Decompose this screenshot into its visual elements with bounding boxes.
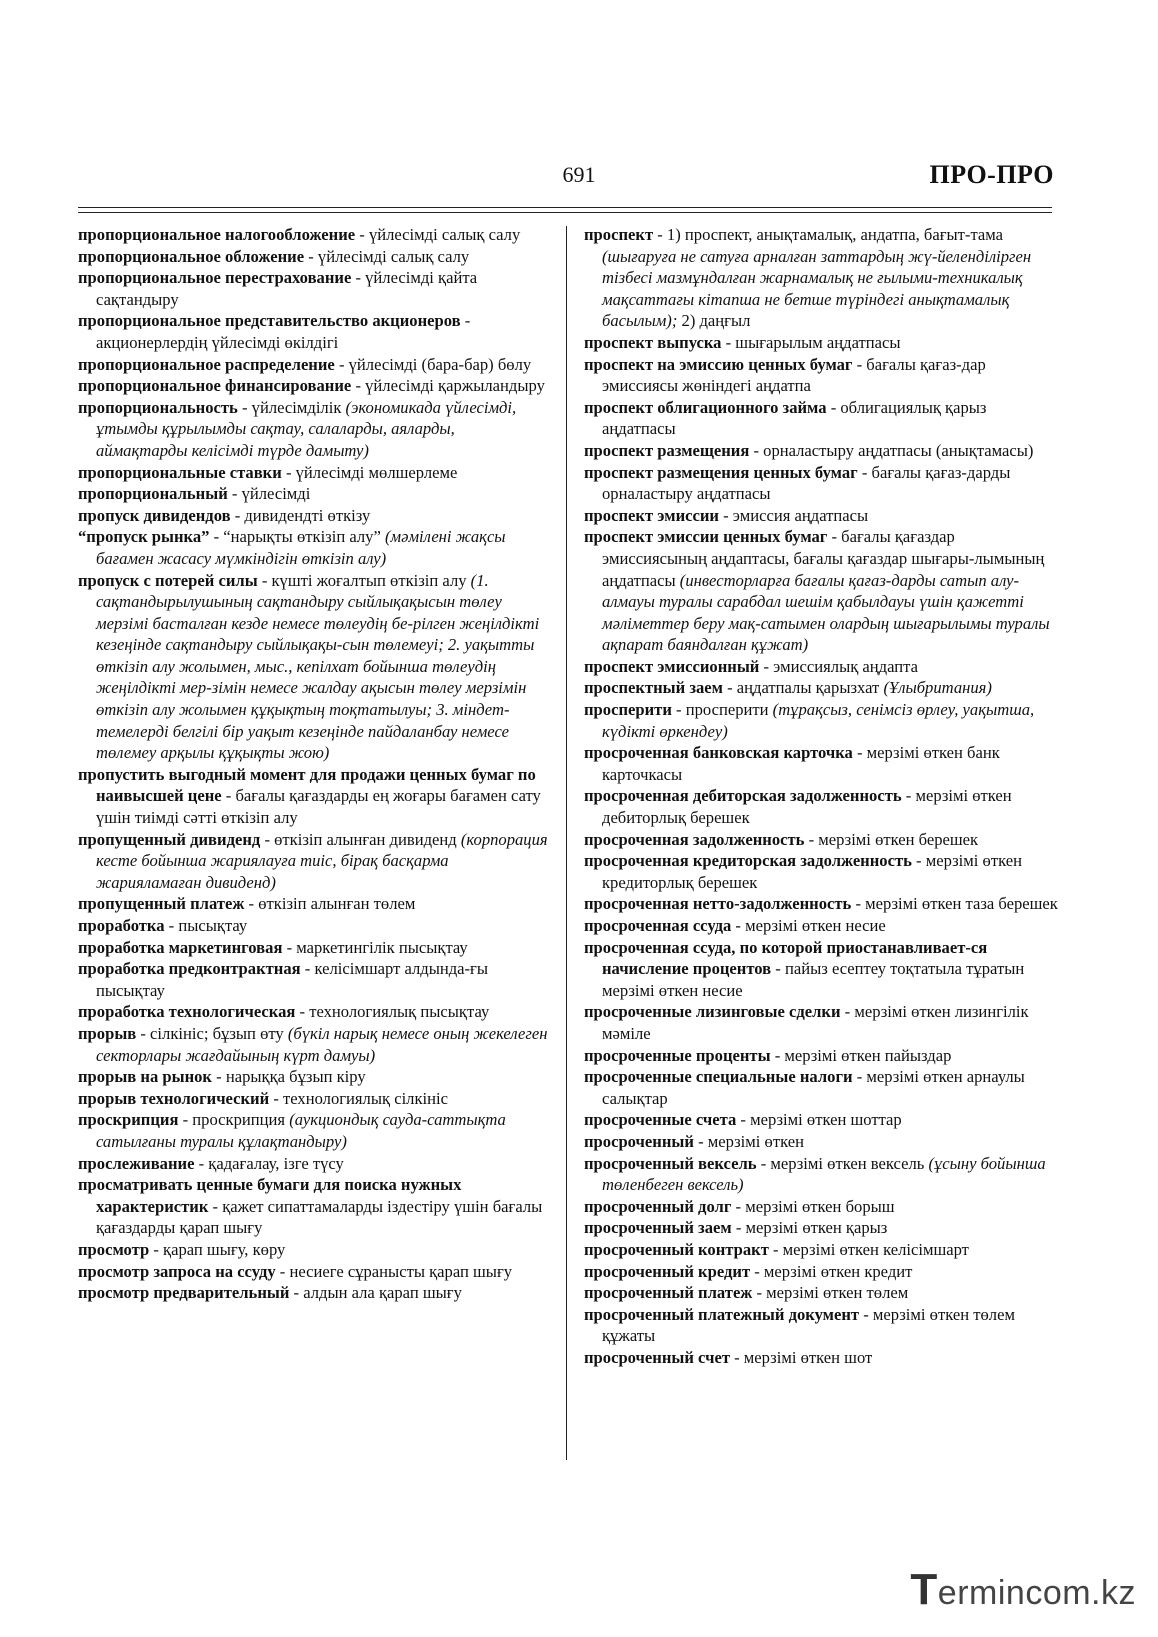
entry-note: (экономикада үйлесімді, ұтымды құрылымды сақтау, салаларды, аяларды, аймақтарды келісімді түрде дамыту)	[96, 397, 517, 460]
entry-note: (мәмілені жақсы бағамен жасасу мүмкіндігін өткізіп алу)	[96, 527, 506, 568]
entry-tail: 2) даңғыл	[677, 311, 751, 331]
dictionary-entry	[78, 1174, 548, 1239]
entry-term: проспект эмиссии ценных бумаг	[584, 527, 828, 547]
entry-translation: - орналастыру аңдатпасы (анықтамасы)	[749, 440, 1034, 460]
entry-translation: - технологиялық сілкініс	[269, 1088, 448, 1108]
dictionary-entry	[78, 354, 548, 376]
entry-note: (инвесторларға бағалы қағаз-дарды сатып алу-алмауы туралы сарабдал шешім қабылдауы үшін қажетті мәліметтер беру мақ-сатымен олардың шығарылымы туралы ақпарат баяндалған құжат)	[602, 570, 1050, 655]
entry-term: просроченный долг	[584, 1196, 732, 1216]
entry-term: “пропуск рынка”	[78, 527, 210, 547]
dictionary-entry	[584, 937, 1058, 1002]
entry-translation: - мерзімі өткен банк карточкасы	[602, 743, 1000, 784]
dictionary-entry	[78, 1066, 548, 1088]
entry-term: пропорциональное финансирование	[78, 376, 352, 396]
entry-term: пропорциональные ставки	[78, 462, 282, 482]
entry-term: просроченные счета	[584, 1110, 737, 1130]
entry-translation: - эмиссия аңдатпасы	[718, 505, 869, 525]
entry-term: проработка предконтрактная	[78, 959, 301, 979]
entry-translation: - үйлесімді салық салу	[355, 225, 521, 244]
entry-translation: - нарыққа бұзып кіру	[212, 1067, 366, 1087]
dictionary-entry	[584, 1217, 1058, 1239]
entry-translation: - несиеге сұранысты қарап шығу	[275, 1261, 513, 1281]
left-column	[78, 224, 548, 1304]
dictionary-entry	[584, 1109, 1058, 1131]
dictionary-entry	[78, 505, 548, 527]
dictionary-entry	[78, 310, 548, 353]
entry-term: просроченный контракт	[584, 1239, 769, 1259]
entry-term: просматривать ценные бумаги для поиска нужных характеристик	[78, 1175, 462, 1216]
entry-term: просроченная банковская карточка	[584, 743, 853, 763]
entry-term: прорыв на рынок	[78, 1067, 212, 1087]
entry-term: пропущенный платеж	[78, 894, 245, 914]
dictionary-entry	[78, 1109, 548, 1152]
entry-term: проспект на эмиссию ценных бумаг	[584, 354, 853, 374]
entry-translation: - бағалы қағаз-дар эмиссиясы жөніндегі аңдатпа	[602, 354, 986, 396]
entry-translation: - күшті жоғалтып өткізіп алу	[257, 570, 471, 590]
entry-translation: - алдын ала қарап шығу	[289, 1283, 462, 1303]
entry-translation: - мерзімі өткен кредиторлық берешек	[602, 851, 1022, 892]
dictionary-entry	[584, 1282, 1058, 1304]
entry-term: пропорциональное перестрахование	[78, 268, 352, 288]
entry-term: проспект эмиссии	[584, 505, 719, 525]
entry-term: прослеживание	[78, 1153, 195, 1173]
entry-term: просперити	[584, 700, 672, 720]
entry-translation: - бағалы қағаздарды ең жоғары бағамен сату үшін тиімді сәтті өткізіп алу	[96, 786, 541, 828]
entry-translation: - технологиялық пысықтау	[295, 1002, 490, 1022]
entry-term: просроченная дебиторская задолженность	[584, 786, 902, 806]
entry-translation: - үйлесімді салық салу	[304, 246, 470, 266]
entry-translation: - қарап шығу, көру	[149, 1239, 286, 1259]
dictionary-entry	[78, 937, 548, 959]
termincom-logo: Termincom.kz	[910, 1565, 1136, 1614]
dictionary-entry	[78, 397, 548, 462]
dictionary-entry	[78, 764, 548, 829]
dictionary-entry	[584, 893, 1058, 915]
entry-translation: - мерзімі өткен берешек	[804, 829, 979, 849]
dictionary-entry	[78, 570, 548, 764]
entry-note: (шығаруға не сатуға арналған заттардың жү-йеленділірген тізбесі мазмұндалған жарнамалық не ғылыми-техникалық мақсаттағы кітапша не бетше түріндегі анықтамалық басылым);	[602, 246, 1032, 331]
dictionary-entry	[78, 958, 548, 1001]
entry-term: проспект облигационного займа	[584, 397, 827, 417]
entry-note: (тұрақсыз, сенімсіз өрлеу, уақытша, күдікті өркендеу)	[602, 700, 1035, 741]
entry-translation: - мерзімі өткен	[693, 1131, 804, 1151]
entry-translation: - өткізіп алынған төлем	[244, 894, 416, 914]
entry-translation: - эмиссиялық аңдапта	[759, 656, 918, 676]
entry-term: проспект	[584, 225, 654, 244]
entry-term: просроченный платеж	[584, 1283, 753, 1303]
dictionary-entry	[78, 915, 548, 937]
entry-term: просроченный заем	[584, 1218, 732, 1238]
entry-translation: - мерзімі өткен кредит	[750, 1261, 913, 1281]
entry-term: проработка технологическая	[78, 1002, 296, 1022]
entry-translation: - мерзімі өткен пайыздар	[770, 1045, 952, 1065]
dictionary-entry	[584, 440, 1058, 462]
column-divider	[566, 226, 567, 1460]
header-range: ПРО-ПРО	[929, 160, 1054, 189]
entry-term: проработка	[78, 916, 165, 935]
dictionary-entry	[584, 699, 1058, 742]
entry-term: пропуск с потерей силы	[78, 570, 258, 590]
header-rule-thin	[78, 212, 1052, 213]
entry-term: пропорциональное распределение	[78, 354, 335, 374]
entry-translation: - шығарылым аңдатпасы	[721, 332, 901, 352]
dictionary-entry	[584, 829, 1058, 851]
entry-translation: - сілкініс; бұзып өту	[136, 1023, 288, 1043]
dictionary-entry	[78, 1023, 548, 1066]
entry-translation: - мерзімі өткен келісімшарт	[768, 1239, 969, 1259]
dictionary-entry	[584, 677, 1058, 699]
entry-term: пропорциональный	[78, 484, 228, 504]
dictionary-entry	[78, 1282, 548, 1304]
dictionary-entry	[78, 1153, 548, 1175]
entry-translation: - келісімшарт алдында-ғы пысықтау	[96, 959, 489, 1000]
header-rule	[78, 207, 1052, 208]
entry-translation: - мерзімі өткен шоттар	[736, 1110, 902, 1130]
dictionary-entry	[584, 850, 1058, 893]
dictionary-entry	[584, 1045, 1058, 1067]
entry-term: просроченная кредиторская задолженность	[584, 851, 912, 871]
entry-translation: - қажет сипаттамаларды іздестіру үшін бағалы қағаздарды қарап шығу	[96, 1196, 543, 1238]
entry-translation: - маркетингілік пысықтау	[282, 937, 468, 957]
dictionary-entry	[584, 1001, 1058, 1044]
dictionary-entry	[584, 1131, 1058, 1153]
dictionary-entry	[78, 246, 548, 268]
entry-translation: - пайыз есептеу тоқтатыла тұратын мерзімі өткен несие	[602, 959, 1025, 1000]
dictionary-entry	[584, 505, 1058, 527]
entry-note: (Ұлыбритания)	[883, 678, 992, 698]
dictionary-entry	[78, 893, 548, 915]
entry-translation: - бағалы қағаз-дарды орналастыру аңдатпасы	[602, 462, 1011, 504]
entry-translation: - пысықтау	[164, 916, 248, 935]
dictionary-entry	[584, 785, 1058, 828]
entry-term: проспект выпуска	[584, 332, 722, 352]
entry-translation: - 1) проспект, анықтамалық, андатпа, бағыт-тама	[653, 225, 1004, 244]
dictionary-entry	[78, 1239, 548, 1261]
entry-translation: - мерзімі өткен арнаулы салықтар	[602, 1067, 1025, 1108]
dictionary-entry	[584, 1261, 1058, 1283]
entry-term: пропуск дивидендов	[78, 505, 231, 525]
dictionary-entry	[78, 829, 548, 894]
entry-note: (ұсыну бойынша төленбеген вексель)	[602, 1153, 1046, 1195]
dictionary-entry	[584, 526, 1058, 656]
entry-term: просроченные специальные налоги	[584, 1067, 853, 1087]
dictionary-entry	[584, 1153, 1058, 1196]
dictionary-entry	[584, 1066, 1058, 1109]
entry-translation: - мерзімі өткен лизингілік мәміле	[602, 1002, 1029, 1043]
entry-term: проработка маркетинговая	[78, 937, 283, 957]
entry-note: (корпорация кесте бойынша жариялауға тиіс, бірақ басқарма жарияламаған дивиденд)	[96, 829, 548, 892]
entry-term: просроченный	[584, 1131, 694, 1151]
entry-term: пропустить выгодный момент для продажи ценных бумаг по наивысшей цене	[78, 764, 536, 806]
entry-translation: - дивидендті өткізу	[230, 505, 371, 525]
dictionary-entry	[78, 526, 548, 569]
entry-translation: - акционерлердің үйлесімді өкілдігі	[96, 311, 471, 352]
dictionary-entry	[78, 224, 548, 246]
dictionary-entry	[78, 1001, 548, 1023]
entry-term: пропорциональность	[78, 397, 238, 417]
dictionary-entry	[584, 224, 1058, 332]
dictionary-entry	[584, 1347, 1058, 1369]
entry-translation: - аңдатпалы қарызхат	[722, 678, 884, 698]
entry-term: проспектный заем	[584, 678, 723, 698]
entry-translation: - үйлесімді қайта сақтандыру	[96, 268, 478, 309]
entry-term: просроченный платежный документ	[584, 1304, 860, 1324]
entry-translation: - үйлесімді қаржыландыру	[351, 376, 545, 396]
entry-translation: - облигациялық қарыз аңдатпасы	[602, 397, 987, 439]
dictionary-entry	[584, 1239, 1058, 1261]
entry-translation: - мерзімі өткен төлем құжаты	[602, 1304, 1015, 1346]
entry-term: просмотр предварительный	[78, 1283, 290, 1303]
entry-translation: - мерзімі өткен вексель	[756, 1153, 929, 1173]
entry-term: просроченные лизинговые сделки	[584, 1002, 841, 1022]
dictionary-entry	[584, 354, 1058, 397]
entry-translation: - өткізіп алынған дивиденд	[260, 829, 461, 849]
entry-translation: - үйлесімді	[227, 484, 311, 504]
dictionary-entry	[584, 656, 1058, 678]
entry-term: просроченный вексель	[584, 1153, 757, 1173]
entry-translation: - мерзімі өткен шот	[729, 1347, 873, 1367]
entry-translation: - мерзімі өткен борыш	[731, 1196, 895, 1216]
dictionary-entry	[78, 267, 548, 310]
entry-term: прорыв	[78, 1023, 137, 1043]
entry-term: просроченная ссуда	[584, 916, 732, 935]
dictionary-entry	[584, 1196, 1058, 1218]
entry-translation: - үйлесімді мөлшерлеме	[281, 462, 458, 482]
dictionary-entry	[584, 462, 1058, 505]
entry-term: пропущенный дивиденд	[78, 829, 261, 849]
entry-translation: - просперити	[671, 700, 773, 720]
entry-translation: - мерзімі өткен төлем	[752, 1283, 909, 1303]
entry-term: проспект размещения	[584, 440, 750, 460]
entry-term: просмотр	[78, 1239, 150, 1259]
entry-translation: - мерзімі өткен несие	[731, 916, 886, 935]
entry-term: проскрипция	[78, 1110, 179, 1130]
entry-term: просроченная нетто-задолженность	[584, 894, 852, 914]
dictionary-entry	[584, 915, 1058, 937]
entry-term: проспект эмиссионный	[584, 656, 760, 676]
dictionary-entry	[584, 397, 1058, 440]
entry-translation: - проскрипция	[178, 1110, 290, 1130]
entry-translation: - мерзімі өткен таза берешек	[851, 894, 1058, 914]
entry-translation: - бағалы қағаздар эмиссиясының аңдаптасы, бағалы қағаздар шығары-лымының аңдатпасы	[602, 527, 1045, 590]
entry-translation: - үйлесімділік	[237, 397, 346, 417]
entry-term: пропорциональное представительство акционеров	[78, 311, 461, 331]
entry-term: просроченные проценты	[584, 1045, 771, 1065]
entry-term: прорыв технологический	[78, 1088, 270, 1108]
dictionary-entry	[78, 1261, 548, 1283]
entry-term: просроченная ссуда, по которой приостанавливает-ся начисление процентов	[584, 937, 988, 979]
dictionary-entry	[584, 1304, 1058, 1347]
right-column	[584, 224, 1058, 1368]
entry-translation: - үйлесімді (бара-бар) бөлу	[334, 354, 532, 374]
entry-term: просроченная задолженность	[584, 829, 805, 849]
entry-translation: - қадағалау, ізге түсу	[194, 1153, 344, 1173]
entry-term: просроченный счет	[584, 1347, 730, 1367]
entry-translation: - “нарықты өткізіп алу”	[209, 527, 385, 547]
entry-note: (аукциондық сауда-саттықта сатылғаны туралы құлақтандыру)	[96, 1110, 506, 1151]
page-number: 691	[562, 162, 596, 187]
dictionary-entry	[584, 332, 1058, 354]
dictionary-entry	[78, 462, 548, 484]
entry-term: просроченный кредит	[584, 1261, 751, 1281]
dictionary-entry	[78, 1088, 548, 1110]
entry-note: (бүкіл нарық немесе оның жекелеген секторлары жағдайының күрт дамуы)	[96, 1023, 548, 1065]
entry-term: проспект размещения ценных бумаг	[584, 462, 858, 482]
dictionary-entry	[78, 375, 548, 397]
entry-term: пропорциональное налогообложение	[78, 225, 356, 244]
entry-term: пропорциональное обложение	[78, 246, 305, 266]
entry-translation: - мерзімі өткен дебиторлық берешек	[602, 786, 1012, 828]
entry-translation: - мерзімі өткен қарыз	[731, 1218, 888, 1238]
dictionary-entry	[584, 742, 1058, 785]
entry-term: просмотр запроса на ссуду	[78, 1261, 276, 1281]
dictionary-entry	[78, 483, 548, 505]
entry-note: (1. сақтандырылушының сақтандыру сыйлықақысын төлеу мерзімі басталған кезде немесе төлеудің бе-рілген жеңілдікті кезеңінде сақтандыру сыйлықақы-сын төлемеуі; 2. уақытты өткізіп алу жолымен, мыс., кепілхат бойынша төлеудің жеңілдікті мер-зімін немесе жалдау ақысын төлеу мерзімін өткізіп алу жолымен құқықтың тоқтатылуы; 3. міндет-темелерді белгілі бір уақыт кезеңінде пайдаланбау немесе төлемеу арқылы құқықты жою)	[96, 570, 540, 763]
